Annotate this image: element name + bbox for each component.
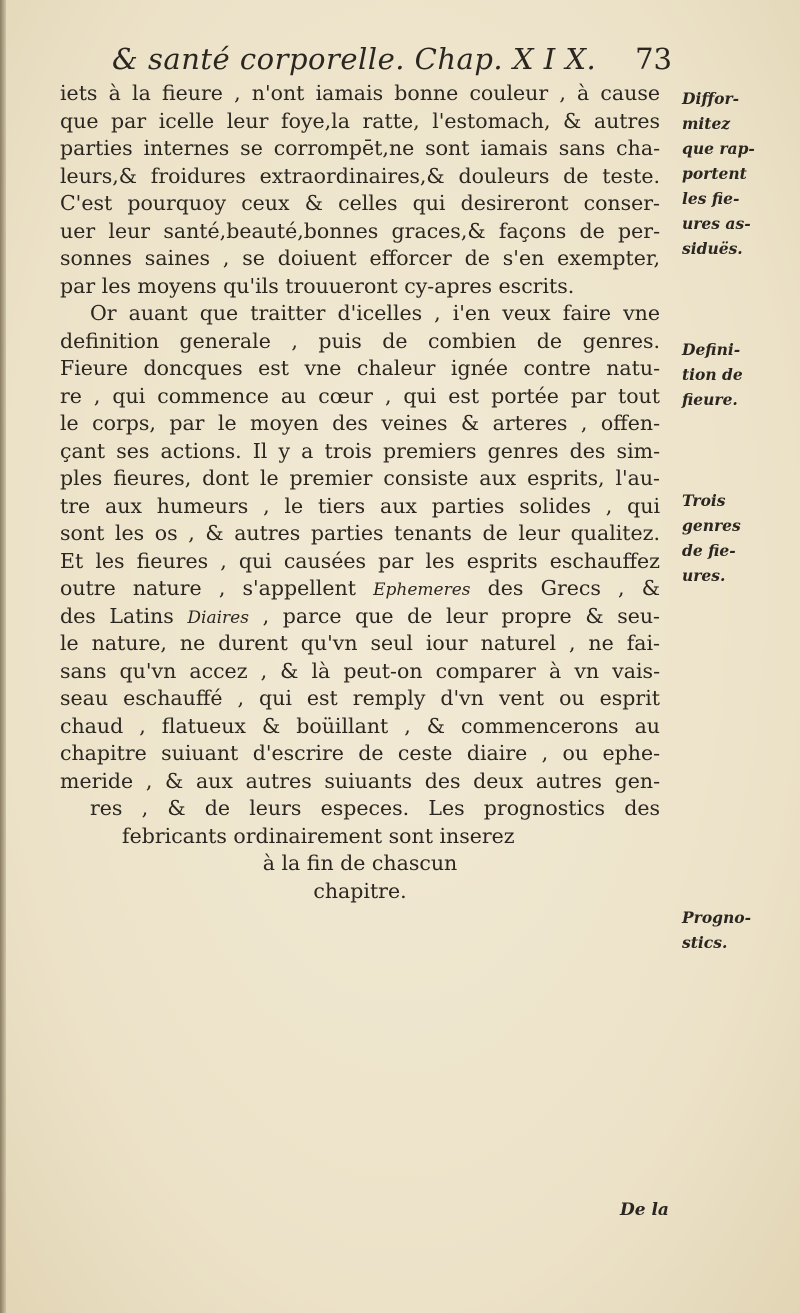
text-line: sonnes saines , se doiuent efforcer de s'en exempter, [60,246,660,270]
margin-note-line: tion de [682,365,743,384]
text-block [60,80,660,905]
text-line: definition generale , puis de combien de genres. [60,328,660,353]
margin-note-line: mitez [682,114,731,133]
text-line [60,603,660,631]
text-line: le nature, ne durent qu'vn seul iour naturel , ne fai- [60,631,660,655]
margin-note-line: siduës. [682,239,743,258]
margin-note-trois-genres [682,488,794,588]
text-segment: outre nature , s'appellent [60,576,356,600]
margin-note-line: Trois [682,491,726,510]
margin-note-line: fieure. [682,390,738,409]
page-number: 73 [635,42,672,76]
text-line [60,575,660,603]
text-line: iets à la fieure , n'ont iamais bonne couleur , à cause [60,81,660,105]
text-line: Et les fieures , qui causées par les esprits eschauffez [60,548,660,573]
margin-note-line: stics. [682,933,728,952]
margin-note-line: de fie- [682,541,736,560]
text-line: parties internes se corrompēt,ne sont iamais sans cha- [60,136,660,160]
text-line: à la fin de chascun [262,851,458,875]
margin-note-line: Diffor- [682,89,740,108]
running-header [112,42,672,82]
margin-note-prognostics [682,905,794,955]
margin-note-line: ures. [682,566,726,585]
text-line: par les moyens qu'ils trouueront cy-apres escrits. [60,273,575,298]
text-segment: des Grecs , & [487,576,660,600]
margin-note-line: que rap- [682,139,755,158]
text-line: tre aux humeurs , le tiers aux parties solides , qui [60,493,660,518]
margin-note-line: les fie- [682,189,740,208]
margin-note-line: Defini- [682,340,741,359]
margin-note-difformitez [682,86,794,261]
text-line: le corps, par le moyen des veines & arteres , offen- [60,411,660,435]
term-ephemeres: Ephemeres [373,580,471,600]
text-line: Or auant que traitter d'icelles , i'en veux faire vne [90,301,660,325]
text-line: Fieure doncques est vne chaleur ignée contre natu- [60,356,660,380]
text-line: uer leur santé,beauté,bonnes graces,& façons de per- [60,218,660,243]
text-line: chapitre. [313,878,407,903]
text-line: chapitre suiuant d'escrire de ceste diaire , ou ephe- [60,741,660,765]
catchword: De la [620,1200,669,1220]
text-line: leurs,& froidures extraordinaires,& douleurs de teste. [60,163,660,188]
text-line: ples fieures, dont le premier consiste aux esprits, l'au- [60,466,660,490]
text-line: febricants ordinairement sont inserez [122,823,515,848]
margin-note-line: genres [682,516,741,535]
text-line: C'est pourquoy ceux & celles qui desireront conser- [60,191,660,215]
page-edge [0,0,6,1313]
text-segment: des Latins [60,603,174,628]
text-line: çant ses actions. Il y a trois premiers genres des sim- [60,438,660,463]
margin-note-line: portent [682,164,747,183]
text-line: meride , & aux autres suiuants des deux autres gen- [60,768,660,793]
text-line: que par icelle leur foye,la ratte, l'estomach, & autres [60,108,660,133]
text-line: seau eschauffé , qui est remply d'vn vent ou esprit [60,686,660,710]
text-line: sont les os , & autres parties tenants de leur qualitez. [60,521,660,545]
running-title: & santé corporelle. Chap. X I X. [112,42,597,76]
text-segment: , parce que de leur propre & seu- [262,603,660,628]
term-diaires: Diaires [187,607,249,628]
margin-note-definition [682,337,794,412]
text-line: sans qu'vn accez , & là peut-on comparer à vn vais- [60,658,660,683]
text-line: re , qui commence au cœur , qui est portée par tout [60,383,660,408]
text-line: chaud , flatueux & boüillant , & commencerons au [60,713,660,738]
margin-note-line: ures as- [682,214,751,233]
margin-note-line: Progno- [682,908,752,927]
text-line: res , & de leurs especes. Les prognostics des [90,796,660,820]
